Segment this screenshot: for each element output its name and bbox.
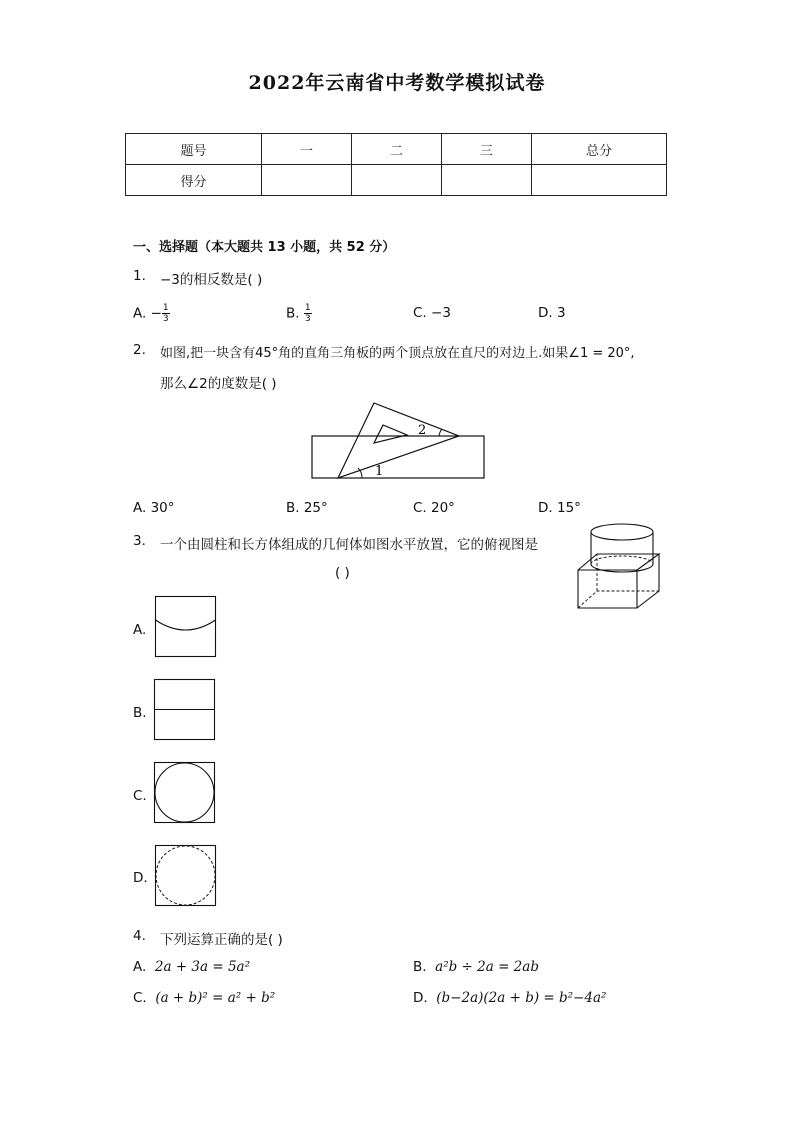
score-input-cell[interactable]	[262, 165, 352, 196]
option-label: A.	[133, 959, 147, 975]
q2-number: 2.	[133, 342, 146, 358]
option-label: D.	[413, 990, 428, 1006]
q2-option-b[interactable]: B. 25°	[286, 500, 328, 516]
option-label: C.	[413, 305, 427, 321]
option-label: B.	[286, 305, 300, 322]
score-table-cell: 三	[442, 134, 532, 165]
score-input-cell[interactable]	[442, 165, 532, 196]
set-square-inner	[374, 425, 407, 443]
option-label: C.	[133, 990, 147, 1006]
option-expression: (𝑎 + 𝑏)² = 𝑎² + 𝑏²	[155, 990, 276, 1006]
score-table-cell: 二	[352, 134, 442, 165]
set-square-outer	[338, 403, 459, 478]
fraction	[162, 303, 170, 324]
q3-paren: ( )	[335, 565, 350, 581]
score-table-cell: 得分	[126, 165, 262, 196]
score-table-cell: 一	[262, 134, 352, 165]
q2-option-c[interactable]: C. 20°	[413, 500, 455, 516]
fraction	[304, 303, 312, 324]
q2-figure	[310, 398, 486, 480]
q1-option-c[interactable]	[413, 305, 451, 321]
q4-option-c[interactable]	[133, 990, 275, 1006]
q3-option-c-label[interactable]: C.	[133, 788, 147, 804]
numerator: 1	[162, 303, 169, 313]
q4-number: 4.	[133, 928, 146, 944]
q1-option-b[interactable]	[286, 303, 312, 324]
angle-2-label: 2	[418, 423, 427, 438]
option-text: −3	[431, 305, 451, 321]
option-label: A.	[133, 305, 147, 322]
option-label: D.	[538, 305, 553, 321]
section-heading: 一、选择题（本大题共 13 小题，共 52 分）	[133, 240, 396, 255]
page-title: 2022年云南省中考数学模拟试卷	[248, 72, 546, 94]
option-label: B.	[413, 959, 427, 975]
q3-option-d-figure[interactable]	[155, 845, 217, 907]
q3-option-c-figure[interactable]	[154, 762, 216, 824]
q2-stem-line1: 如图,把一块含有45°角的直角三角板的两个顶点放在直尺的对边上.如果∠1 = 20°,	[160, 346, 635, 361]
option-expression: 𝑎²𝑏 ÷ 2𝑎 = 2𝑎𝑏	[435, 959, 539, 975]
score-table	[125, 133, 667, 196]
score-table-header-row	[126, 134, 667, 165]
q3-solid-figure	[575, 520, 665, 612]
denominator: 3	[304, 314, 311, 324]
q4-stem: 下列运算正确的是( )	[160, 932, 283, 948]
score-table-row	[126, 165, 667, 196]
q4-option-a[interactable]	[133, 959, 250, 975]
q4-option-b[interactable]	[413, 959, 539, 975]
q1-number: 1.	[133, 268, 146, 284]
q3-number: 3.	[133, 533, 146, 549]
option-sign: −	[150, 305, 162, 322]
angle-2-arc	[439, 429, 442, 436]
q3-option-d-label[interactable]: D.	[133, 870, 148, 886]
q3-option-b-figure[interactable]	[154, 679, 216, 741]
score-table-cell: 题号	[126, 134, 262, 165]
q1-stem: −3的相反数是( )	[160, 272, 263, 288]
q4-option-d[interactable]	[413, 990, 606, 1006]
q1-option-d[interactable]	[538, 305, 566, 321]
q3-stem: 一个由圆柱和长方体组成的几何体如图水平放置，它的俯视图是	[160, 537, 538, 553]
q2-stem-line2: 那么∠2的度数是( )	[160, 376, 277, 392]
q2-option-d[interactable]: D. 15°	[538, 500, 581, 516]
angle-1-label: 1	[375, 464, 384, 479]
option-expression: 2𝑎 + 3𝑎 = 5𝑎²	[154, 959, 251, 975]
q3-option-a-label[interactable]: A.	[133, 622, 147, 638]
option-text: 3	[556, 305, 566, 321]
score-input-cell[interactable]	[532, 165, 667, 196]
option-expression: (𝑏−2𝑎)(2𝑎 + 𝑏) = 𝑏²−4𝑎²	[436, 990, 607, 1006]
q3-option-a-figure[interactable]	[155, 596, 217, 658]
q1-option-a[interactable]	[133, 303, 170, 324]
q3-option-b-label[interactable]: B.	[133, 705, 147, 721]
denominator: 3	[162, 314, 169, 324]
score-table-cell: 总分	[532, 134, 667, 165]
numerator: 1	[304, 303, 311, 313]
score-input-cell[interactable]	[352, 165, 442, 196]
q2-option-a[interactable]: A. 30°	[133, 500, 175, 516]
